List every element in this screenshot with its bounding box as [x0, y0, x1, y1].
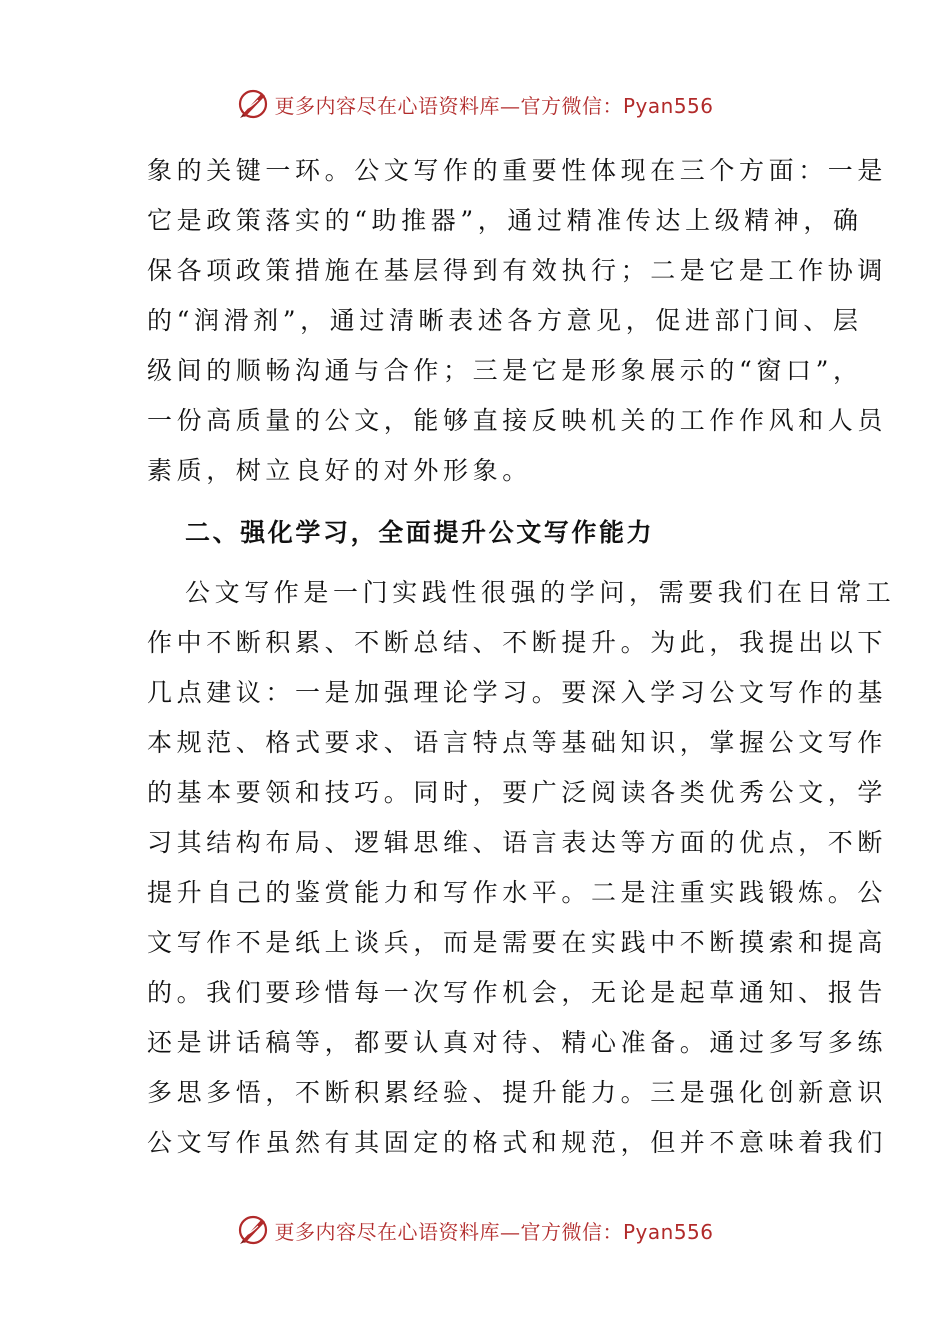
- document-body: [147, 146, 896, 1168]
- text-line: 公文写作虽然有其固定的格式和规范，但并不意味着我们: [147, 1128, 888, 1157]
- text-line: 公文写作是一门实践性很强的学问，需要我们在日常工: [185, 578, 896, 607]
- text-line: 的。我们要珍惜每一次写作机会，无论是起草通知、报告: [147, 978, 888, 1007]
- text-line: 它是政策落实的“助推器”，通过精准传达上级精神，确: [147, 206, 863, 235]
- wechat-id: Pyan556: [622, 1219, 714, 1244]
- text-line: 的“润滑剂”，通过清晰表述各方意见，促进部门间、层: [147, 306, 863, 335]
- text-line: 级间的顺畅沟通与合作；三是它是形象展示的“窗口”，: [147, 356, 863, 385]
- wechat-id: Pyan556: [622, 93, 714, 118]
- text-line: 提升自己的鉴赏能力和写作水平。二是注重实践锻炼。公: [147, 878, 888, 907]
- text-line: 素质，树立良好的对外形象。: [147, 456, 532, 485]
- text-line: 保各项政策措施在基层得到有效执行；二是它是工作协调: [147, 256, 888, 285]
- pen-quill-logo-icon: [236, 1213, 270, 1247]
- text-line: 习其结构布局、逻辑思维、语言表达等方面的优点，不断: [147, 828, 888, 857]
- text-line: 的基本要领和技巧。同时，要广泛阅读各类优秀公文，学: [147, 778, 888, 807]
- text-line: 几点建议：一是加强理论学习。要深入学习公文写作的基: [147, 678, 888, 707]
- banner-text: 更多内容尽在心语资料库—官方微信：Pyan556: [274, 93, 714, 118]
- pen-quill-logo-icon: [236, 87, 270, 121]
- text-line: 还是讲话稿等，都要认真对待、精心准备。通过多写多练: [147, 1028, 888, 1057]
- text-line: 一份高质量的公文，能够直接反映机关的工作作风和人员: [147, 406, 888, 435]
- text-line: 文写作不是纸上谈兵，而是需要在实践中不断摸索和提高: [147, 928, 888, 957]
- banner-text: 更多内容尽在心语资料库—官方微信：Pyan556: [274, 1219, 714, 1244]
- text-line: 作中不断积累、不断总结、不断提升。为此，我提出以下: [147, 628, 888, 657]
- text-line: 多思多悟，不断积累经验、提升能力。三是强化创新意识: [147, 1078, 888, 1107]
- text-line: 本规范、格式要求、语言特点等基础知识，掌握公文写作: [147, 728, 888, 757]
- footer-banner: [0, 1208, 950, 1252]
- section-heading: 二、强化学习，全面提升公文写作能力: [185, 518, 655, 547]
- header-banner: [0, 82, 950, 126]
- text-line: 象的关键一环。公文写作的重要性体现在三个方面：一是: [147, 156, 888, 185]
